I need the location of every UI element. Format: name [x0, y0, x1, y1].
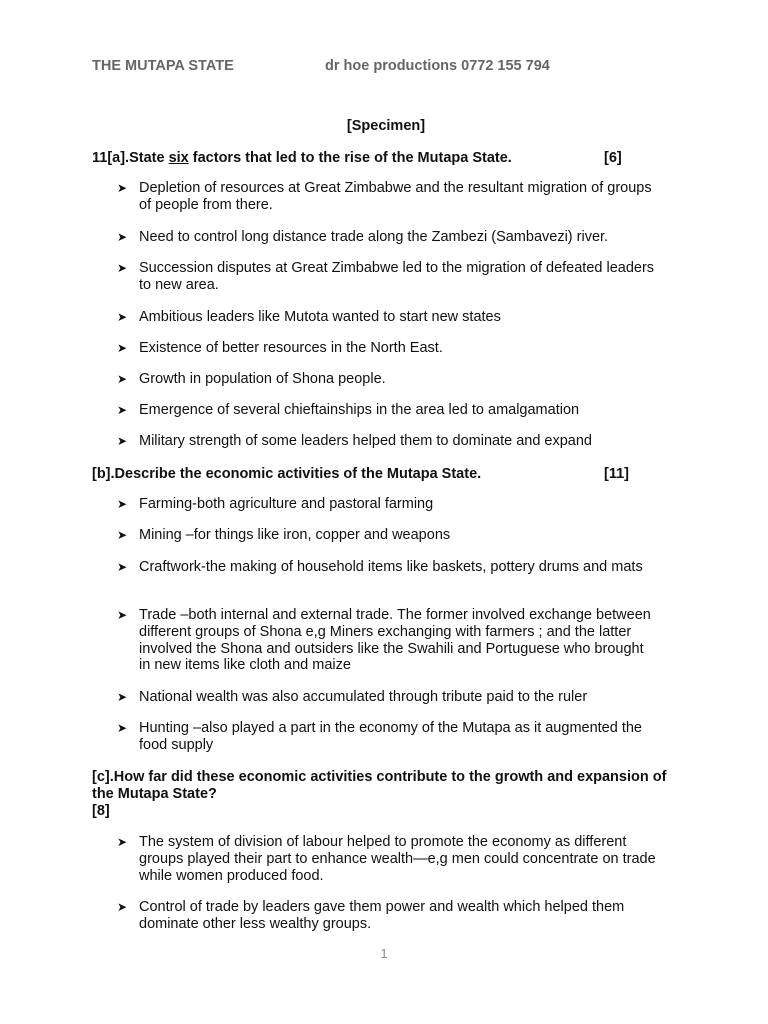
list-item: ➤ Ambitious leaders like Mutota wanted to start new states — [117, 309, 501, 325]
list-item: ➤ Existence of better resources in the North East. — [117, 340, 443, 356]
list-item: ➤ Control of trade by leaders gave them power and wealth which helped them dominate other less wealthy groups. — [117, 899, 625, 932]
list-item: ➤ Craftwork-the making of household items like baskets, pottery drums and mats — [117, 559, 643, 575]
list-item: ➤ Growth in population of Shona people. — [117, 371, 386, 387]
arrow-bullet-icon: ➤ — [117, 721, 128, 735]
list-item: ➤ Depletion of resources at Great Zimbabwe and the resultant migration of groups of people from there. — [117, 180, 652, 213]
arrow-bullet-icon: ➤ — [117, 372, 128, 386]
list-item: ➤ Trade –both internal and external trade. The former involved exchange between different groups of Shona e,g Miners exchanging with farmers ; and the latter involved the Shona and outsiders like the Swahili and Portuguese who brought in new items like cloth and maize — [117, 607, 651, 674]
arrow-bullet-icon: ➤ — [117, 497, 128, 511]
arrow-bullet-icon: ➤ — [117, 608, 128, 622]
arrow-bullet-icon: ➤ — [117, 560, 128, 574]
question-c-marks: [8] — [92, 803, 110, 819]
list-item: ➤ National wealth was also accumulated through tribute paid to the ruler — [117, 689, 588, 705]
question-a-emphasis: six — [168, 150, 189, 166]
list-item: ➤ Farming-both agriculture and pastoral farming — [117, 496, 434, 512]
arrow-bullet-icon: ➤ — [117, 181, 128, 195]
arrow-bullet-icon: ➤ — [117, 900, 128, 914]
arrow-bullet-icon: ➤ — [117, 434, 128, 448]
list-item: ➤ Military strength of some leaders helped them to dominate and expand — [117, 433, 592, 449]
question-b — [92, 466, 652, 483]
question-b-marks: [11] — [604, 466, 629, 482]
question-b-text: [b].Describe the economic activities of the Mutapa State. — [92, 466, 482, 482]
page-number: 1 — [380, 946, 388, 961]
question-a — [92, 150, 652, 167]
specimen-label: [Specimen] — [346, 118, 426, 134]
list-item: ➤ Hunting –also played a part in the economy of the Mutapa as it augmented the food supply — [117, 720, 642, 753]
question-a-suffix: factors that led to the rise of the Mutapa State. — [188, 150, 512, 166]
arrow-bullet-icon: ➤ — [117, 261, 128, 275]
arrow-bullet-icon: ➤ — [117, 690, 128, 704]
list-item: ➤ The system of division of labour helped to promote the economy as different groups played their part to enhance wealth—e,g men could concentrate on trade while women produced food. — [117, 834, 656, 884]
producer-contact: dr hoe productions 0772 155 794 — [325, 58, 550, 74]
question-a-marks: [6] — [604, 150, 622, 166]
question-c-text: [c].How far did these economic activities contribute to the growth and expansion of the Mutapa State? — [92, 769, 667, 802]
arrow-bullet-icon: ➤ — [117, 403, 128, 417]
list-item: ➤ Succession disputes at Great Zimbabwe led to the migration of defeated leaders to new area. — [117, 260, 655, 293]
arrow-bullet-icon: ➤ — [117, 310, 128, 324]
arrow-bullet-icon: ➤ — [117, 341, 128, 355]
arrow-bullet-icon: ➤ — [117, 528, 128, 542]
list-item: ➤ Need to control long distance trade along the Zambezi (Sambavezi) river. — [117, 229, 609, 245]
arrow-bullet-icon: ➤ — [117, 835, 128, 849]
question-a-prefix: 11[a].State — [92, 150, 169, 166]
list-item: ➤ Mining –for things like iron, copper and weapons — [117, 527, 451, 543]
list-item: ➤ Emergence of several chieftainships in the area led to amalgamation — [117, 402, 580, 418]
arrow-bullet-icon: ➤ — [117, 230, 128, 244]
question-c — [92, 769, 682, 820]
document-title: THE MUTAPA STATE — [92, 58, 234, 74]
